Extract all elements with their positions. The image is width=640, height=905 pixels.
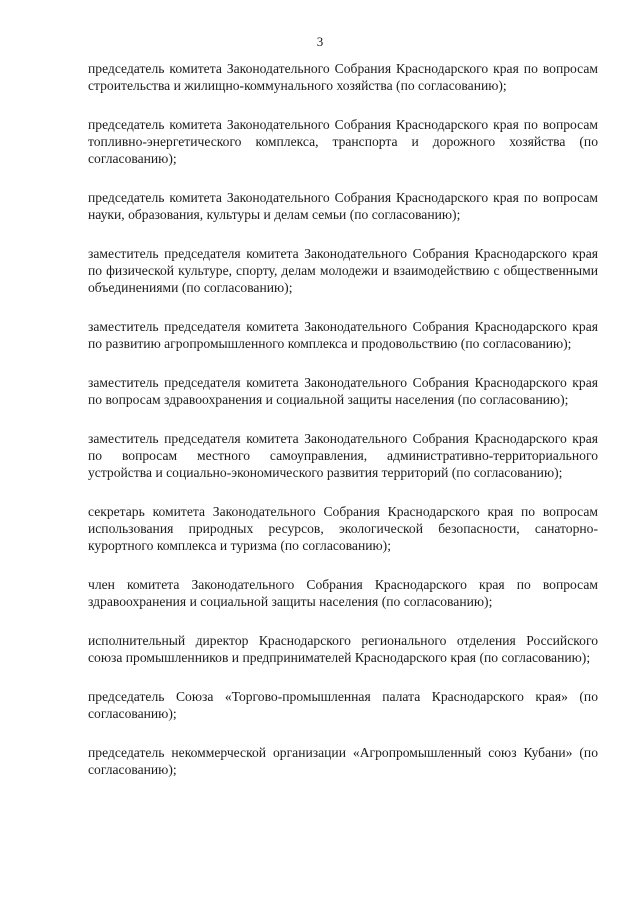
list-item: заместитель председателя комитета Законодательного Собрания Краснодарского края по вопросам здравоохранения и социальной защиты населения (по согласованию);: [88, 375, 598, 407]
list-item: председатель комитета Законодательного Собрания Краснодарского края по вопросам строительства и жилищно-коммунального хозяйства (по согласованию);: [88, 61, 598, 93]
list-item: председатель Союза «Торгово-промышленная палата Краснодарского края» (по согласованию);: [88, 689, 598, 721]
list-item: председатель комитета Законодательного Собрания Краснодарского края по вопросам науки, образования, культуры и делам семьи (по согласованию);: [88, 190, 598, 222]
list-item: исполнительный директор Краснодарского регионального отделения Российского союза промышленников и предпринимателей Краснодарского края (по согласованию);: [88, 633, 598, 665]
list-item: член комитета Законодательного Собрания Краснодарского края по вопросам здравоохранения и социальной защиты населения (по согласованию);: [88, 577, 598, 609]
list-item: заместитель председателя комитета Законодательного Собрания Краснодарского края по развитию агропромышленного комплекса и продовольствию (по согласованию);: [88, 319, 598, 351]
list-item: секретарь комитета Законодательного Собрания Краснодарского края по вопросам использования природных ресурсов, экологической безопасности, санаторно-курортного комплекса и туризма (по согласованию);: [88, 504, 598, 553]
page-number: 3: [316, 34, 324, 49]
list-item: заместитель председателя комитета Законодательного Собрания Краснодарского края по вопросам местного самоуправления, административно-территориального устройства и социально-экономического развития территорий (по согласованию);: [88, 431, 598, 480]
member-list: [88, 60, 598, 800]
list-item: председатель некоммерческой организации «Агропромышленный союз Кубани» (по согласованию);: [88, 745, 598, 777]
list-item: заместитель председателя комитета Законодательного Собрания Краснодарского края по физической культуре, спорту, делам молодежи и взаимодействию с общественными объединениями (по согласованию);: [88, 246, 598, 295]
list-item: председатель комитета Законодательного Собрания Краснодарского края по вопросам топливно-энергетического комплекса, транспорта и дорожного хозяйства (по согласованию);: [88, 117, 598, 166]
